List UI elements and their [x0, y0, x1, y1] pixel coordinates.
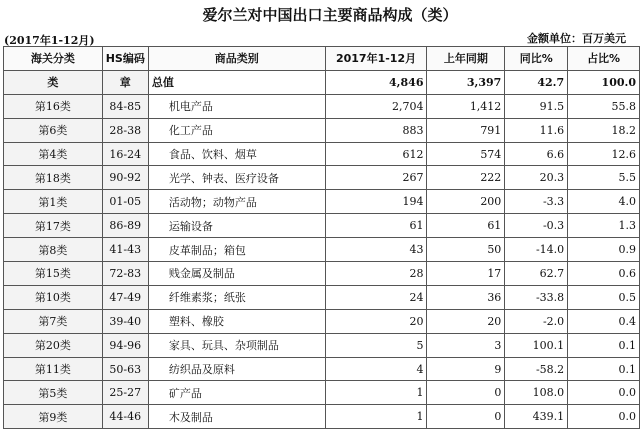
cell-yoy-percent: 6.6 — [505, 142, 568, 166]
cell-value-prev-year: 3,397 — [427, 70, 505, 94]
cell-share-percent: 100.0 — [568, 70, 640, 94]
cell-customs-class: 第11类 — [4, 357, 103, 381]
cell-hs-code: 章 — [102, 70, 148, 94]
cell-hs-code: 41-43 — [102, 238, 148, 262]
cell-yoy-percent: 91.5 — [505, 94, 568, 118]
table-row — [4, 142, 640, 166]
cell-customs-class: 第6类 — [4, 118, 103, 142]
cell-value-2017: 61 — [325, 214, 427, 238]
table-row — [4, 309, 640, 333]
table-row — [4, 262, 640, 286]
cell-hs-code: 94-96 — [102, 333, 148, 357]
table-header — [4, 47, 640, 71]
table-row — [4, 333, 640, 357]
cell-value-2017: 4 — [325, 357, 427, 381]
cell-share-percent: 0.1 — [568, 357, 640, 381]
cell-yoy-percent: -33.8 — [505, 285, 568, 309]
cell-hs-code: 28-38 — [102, 118, 148, 142]
cell-customs-class: 第17类 — [4, 214, 103, 238]
cell-customs-class: 第5类 — [4, 381, 103, 405]
cell-category: 矿产品 — [148, 381, 325, 405]
cell-value-2017: 2,704 — [325, 94, 427, 118]
cell-category: 纺织品及原料 — [148, 357, 325, 381]
cell-value-prev-year: 0 — [427, 405, 505, 429]
cell-category: 机电产品 — [148, 94, 325, 118]
cell-yoy-percent: 439.1 — [505, 405, 568, 429]
cell-yoy-percent: 100.1 — [505, 333, 568, 357]
cell-value-prev-year: 1,412 — [427, 94, 505, 118]
cell-hs-code: 25-27 — [102, 381, 148, 405]
cell-share-percent: 18.2 — [568, 118, 640, 142]
cell-yoy-percent: 20.3 — [505, 166, 568, 190]
cell-share-percent: 0.6 — [568, 262, 640, 286]
cell-yoy-percent: -14.0 — [505, 238, 568, 262]
cell-yoy-percent: 42.7 — [505, 70, 568, 94]
cell-share-percent: 0.1 — [568, 333, 640, 357]
table-row — [4, 381, 640, 405]
header-customs-class: 海关分类 — [4, 47, 103, 71]
cell-value-2017: 267 — [325, 166, 427, 190]
table-row — [4, 357, 640, 381]
cell-value-2017: 612 — [325, 142, 427, 166]
cell-value-prev-year: 17 — [427, 262, 505, 286]
header-category: 商品类别 — [148, 47, 325, 71]
cell-customs-class: 第1类 — [4, 190, 103, 214]
cell-yoy-percent: -58.2 — [505, 357, 568, 381]
cell-hs-code: 84-85 — [102, 94, 148, 118]
table-row — [4, 166, 640, 190]
cell-value-2017: 43 — [325, 238, 427, 262]
cell-hs-code: 01-05 — [102, 190, 148, 214]
cell-hs-code: 72-83 — [102, 262, 148, 286]
cell-value-2017: 5 — [325, 333, 427, 357]
cell-category: 化工产品 — [148, 118, 325, 142]
cell-value-prev-year: 0 — [427, 381, 505, 405]
cell-value-prev-year: 9 — [427, 357, 505, 381]
cell-category: 贱金属及制品 — [148, 262, 325, 286]
cell-customs-class: 第10类 — [4, 285, 103, 309]
cell-hs-code: 86-89 — [102, 214, 148, 238]
cell-value-prev-year: 20 — [427, 309, 505, 333]
cell-customs-class: 第8类 — [4, 238, 103, 262]
table-row — [4, 118, 640, 142]
cell-value-prev-year: 574 — [427, 142, 505, 166]
table-row — [4, 285, 640, 309]
cell-category: 总值 — [148, 70, 325, 94]
cell-share-percent: 0.0 — [568, 381, 640, 405]
cell-yoy-percent: -2.0 — [505, 309, 568, 333]
cell-value-2017: 194 — [325, 190, 427, 214]
cell-value-prev-year: 791 — [427, 118, 505, 142]
cell-hs-code: 39-40 — [102, 309, 148, 333]
header-value-prev-year: 上年同期 — [427, 47, 505, 71]
unit-label: 金额单位：百万美元 — [527, 32, 626, 45]
cell-share-percent: 0.5 — [568, 285, 640, 309]
cell-customs-class: 第9类 — [4, 405, 103, 429]
cell-hs-code: 16-24 — [102, 142, 148, 166]
table-row — [4, 214, 640, 238]
cell-category: 纤维素浆；纸张 — [148, 285, 325, 309]
cell-yoy-percent: -0.3 — [505, 214, 568, 238]
cell-yoy-percent: 108.0 — [505, 381, 568, 405]
cell-value-prev-year: 61 — [427, 214, 505, 238]
cell-category: 家具、玩具、杂项制品 — [148, 333, 325, 357]
cell-value-2017: 1 — [325, 405, 427, 429]
page-title: 爱尔兰对中国出口主要商品构成（类） — [202, 6, 458, 24]
table-row — [4, 94, 640, 118]
cell-share-percent: 55.8 — [568, 94, 640, 118]
cell-hs-code: 90-92 — [102, 166, 148, 190]
table-row — [4, 405, 640, 429]
cell-hs-code: 47-49 — [102, 285, 148, 309]
cell-category: 木及制品 — [148, 405, 325, 429]
cell-category: 运输设备 — [148, 214, 325, 238]
cell-hs-code: 50-63 — [102, 357, 148, 381]
cell-customs-class: 第15类 — [4, 262, 103, 286]
cell-share-percent: 0.4 — [568, 309, 640, 333]
commodity-table — [3, 46, 640, 429]
cell-share-percent: 0.0 — [568, 405, 640, 429]
cell-value-2017: 28 — [325, 262, 427, 286]
cell-customs-class: 第20类 — [4, 333, 103, 357]
cell-value-2017: 883 — [325, 118, 427, 142]
cell-value-prev-year: 200 — [427, 190, 505, 214]
total-row — [4, 70, 640, 94]
header-yoy-percent: 同比% — [505, 47, 568, 71]
header-share-percent: 占比% — [568, 47, 640, 71]
cell-hs-code: 44-46 — [102, 405, 148, 429]
cell-value-prev-year: 222 — [427, 166, 505, 190]
cell-value-prev-year: 36 — [427, 285, 505, 309]
header-hs-code: HS编码 — [102, 47, 148, 71]
cell-value-2017: 1 — [325, 381, 427, 405]
cell-share-percent: 0.9 — [568, 238, 640, 262]
cell-customs-class: 第4类 — [4, 142, 103, 166]
cell-category: 皮革制品；箱包 — [148, 238, 325, 262]
cell-value-2017: 20 — [325, 309, 427, 333]
cell-customs-class: 类 — [4, 70, 103, 94]
cell-value-2017: 4,846 — [325, 70, 427, 94]
cell-yoy-percent: 62.7 — [505, 262, 568, 286]
cell-value-2017: 24 — [325, 285, 427, 309]
cell-yoy-percent: 11.6 — [505, 118, 568, 142]
cell-category: 活动物；动物产品 — [148, 190, 325, 214]
table-row — [4, 238, 640, 262]
cell-share-percent: 12.6 — [568, 142, 640, 166]
table-row — [4, 190, 640, 214]
cell-value-prev-year: 50 — [427, 238, 505, 262]
cell-share-percent: 4.0 — [568, 190, 640, 214]
period-label: (2017年1-12月) — [4, 34, 95, 47]
cell-value-prev-year: 3 — [427, 333, 505, 357]
cell-customs-class: 第18类 — [4, 166, 103, 190]
cell-yoy-percent: -3.3 — [505, 190, 568, 214]
cell-category: 食品、饮料、烟草 — [148, 142, 325, 166]
cell-category: 塑料、橡胶 — [148, 309, 325, 333]
cell-customs-class: 第16类 — [4, 94, 103, 118]
cell-share-percent: 1.3 — [568, 214, 640, 238]
cell-category: 光学、钟表、医疗设备 — [148, 166, 325, 190]
cell-share-percent: 5.5 — [568, 166, 640, 190]
header-value-2017: 2017年1-12月 — [325, 47, 427, 71]
cell-customs-class: 第7类 — [4, 309, 103, 333]
